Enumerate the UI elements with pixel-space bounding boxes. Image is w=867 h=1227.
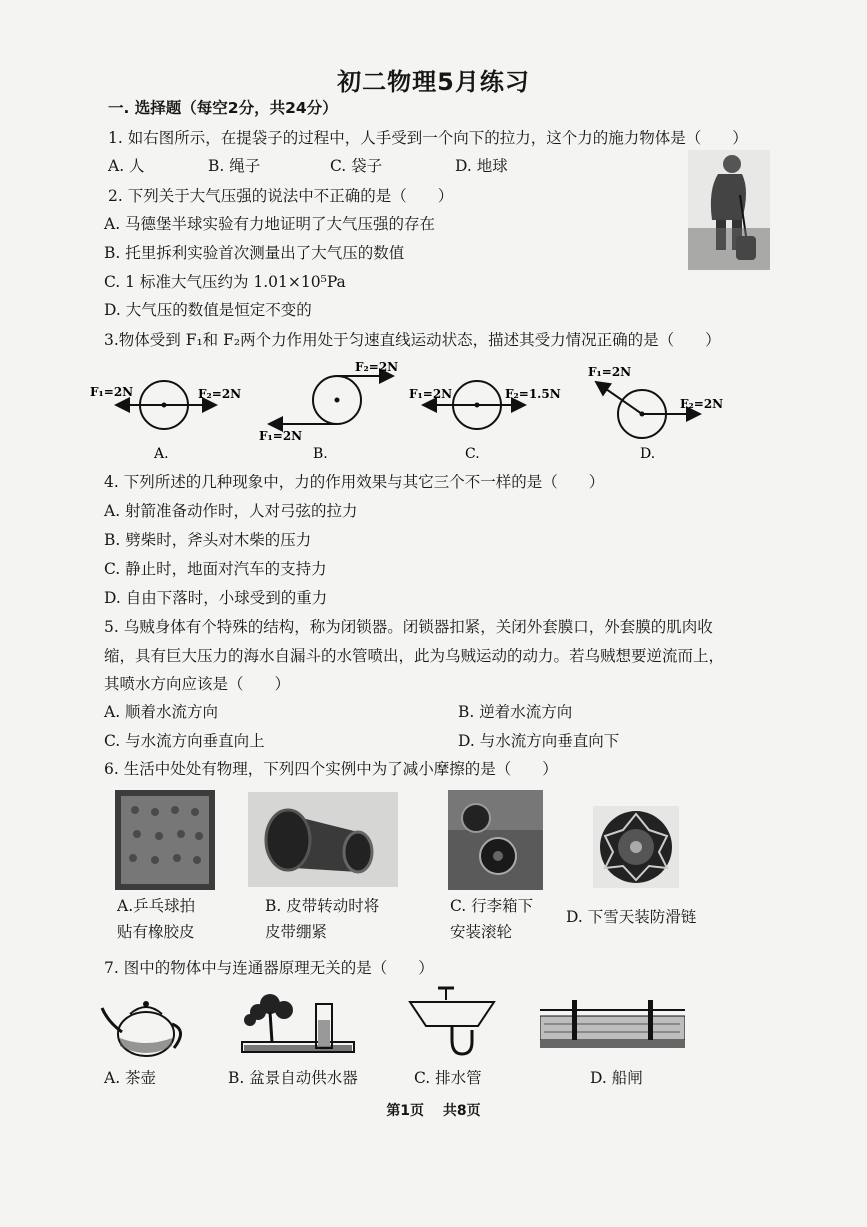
sink-drain-pipe-figure bbox=[408, 984, 498, 1064]
diagram-a-f2: F₂=2N bbox=[198, 387, 242, 401]
person-lifting-bag-figure bbox=[688, 150, 770, 270]
diagram-b-f1: F₁=2N bbox=[259, 429, 303, 443]
diagram-a-label: A. bbox=[154, 446, 169, 462]
force-diagram-d bbox=[580, 362, 740, 463]
q4-option-a: A. 射箭准备动作时，人对弓弦的拉力 bbox=[104, 502, 358, 520]
force-diagram-b bbox=[255, 358, 405, 463]
q4-option-d: D. 自由下落时，小球受到的重力 bbox=[104, 589, 328, 607]
q3-stem: 3.物体受到 F₁和 F₂两个力作用处于匀速直线运动状态，描述其受力情况正确的是（ ） bbox=[104, 331, 721, 349]
diagram-c-f1: F₁=2N bbox=[409, 387, 453, 401]
q5-option-b: B. 逆着水流方向 bbox=[458, 703, 573, 721]
belt-drive-photo bbox=[248, 792, 398, 887]
bonsai-water-feeder-figure bbox=[240, 990, 360, 1060]
q5-line-1: 5. 乌贼身体有个特殊的结构，称为闭锁器。闭锁器扣紧，关闭外套膜口，外套膜的肌肉收 bbox=[104, 618, 713, 636]
q1-option-a: A. 人 bbox=[108, 157, 145, 175]
page-footer: 第1页 共8页 bbox=[386, 1103, 481, 1119]
force-diagram-c bbox=[405, 368, 575, 463]
diagram-b-label: B. bbox=[313, 446, 328, 462]
teapot-figure bbox=[100, 994, 190, 1060]
q7-caption-a: A. 茶壶 bbox=[104, 1069, 157, 1087]
q2-option-c: C. 1 标准大气压约为 1.01×10⁵Pa bbox=[104, 273, 346, 291]
q4-option-b: B. 劈柴时，斧头对木柴的压力 bbox=[104, 531, 312, 549]
q5-option-c: C. 与水流方向垂直向上 bbox=[104, 732, 265, 750]
diagram-d-f1: F₁=2N bbox=[588, 365, 632, 379]
q7-caption-d: D. 船闸 bbox=[590, 1069, 643, 1087]
diagram-c-f2: F₂=1.5N bbox=[505, 387, 561, 401]
q6-caption-c-line1: C. 行李箱下 bbox=[450, 897, 534, 915]
q1-stem: 1. 如右图所示，在提袋子的过程中，人手受到一个向下的拉力，这个力的施力物体是（ ） bbox=[108, 129, 748, 147]
page-title: 初二物理5月练习 bbox=[337, 68, 530, 96]
q7-caption-c: C. 排水管 bbox=[414, 1069, 482, 1087]
q6-stem: 6. 生活中处处有物理，下列四个实例中为了减小摩擦的是（ ） bbox=[104, 760, 558, 778]
diagram-b-f2: F₂=2N bbox=[355, 360, 399, 374]
q6-caption-b-line1: B. 皮带转动时将 bbox=[265, 897, 380, 915]
q1-option-c: C. 袋子 bbox=[330, 157, 383, 175]
q4-option-c: C. 静止时，地面对汽车的支持力 bbox=[104, 560, 327, 578]
q6-caption-d: D. 下雪天装防滑链 bbox=[566, 908, 697, 926]
q6-caption-b-line2: 皮带绷紧 bbox=[265, 923, 328, 941]
q6-caption-c-line2: 安装滚轮 bbox=[450, 923, 513, 941]
q7-stem: 7. 图中的物体中与连通器原理无关的是（ ） bbox=[104, 959, 434, 977]
q5-option-d: D. 与水流方向垂直向下 bbox=[458, 732, 620, 750]
q1-option-b: B. 绳子 bbox=[208, 157, 261, 175]
diagram-a-f1: F₁=2N bbox=[90, 385, 134, 399]
q7-caption-b: B. 盆景自动供水器 bbox=[228, 1069, 358, 1087]
force-diagram-a bbox=[88, 368, 248, 463]
q4-stem: 4. 下列所述的几种现象中，力的作用效果与其它三个不一样的是（ ） bbox=[104, 473, 605, 491]
q5-line-3: 其喷水方向应该是（ ） bbox=[104, 675, 291, 693]
q6-caption-a-line1: A.乒乓球拍 bbox=[117, 897, 196, 915]
diagram-d-label: D. bbox=[640, 446, 656, 462]
q6-caption-a-line2: 贴有橡胶皮 bbox=[117, 923, 195, 941]
diagram-c-label: C. bbox=[465, 446, 480, 462]
q2-option-d: D. 大气压的数值是恒定不变的 bbox=[104, 301, 312, 319]
q5-option-a: A. 顺着水流方向 bbox=[104, 703, 219, 721]
q2-option-b: B. 托里拆利实验首次测量出了大气压的数值 bbox=[104, 244, 405, 262]
q2-stem: 2. 下列关于大气压强的说法中不正确的是（ ） bbox=[108, 187, 454, 205]
q5-line-2: 缩，具有巨大压力的海水自漏斗的水管喷出，此为乌贼运动的动力。若乌贼想要逆流而上， bbox=[104, 647, 725, 665]
q1-option-d: D. 地球 bbox=[455, 157, 508, 175]
q2-option-a: A. 马德堡半球实验有力地证明了大气压强的存在 bbox=[104, 215, 436, 233]
suitcase-wheels-photo bbox=[448, 790, 543, 890]
ship-lock-figure bbox=[540, 996, 685, 1050]
snow-chain-tire-photo bbox=[593, 806, 679, 888]
diagram-d-f2: F₂=2N bbox=[680, 397, 724, 411]
section-heading: 一. 选择题（每空2分，共24分） bbox=[108, 99, 338, 117]
ping-pong-paddle-photo bbox=[115, 790, 215, 890]
